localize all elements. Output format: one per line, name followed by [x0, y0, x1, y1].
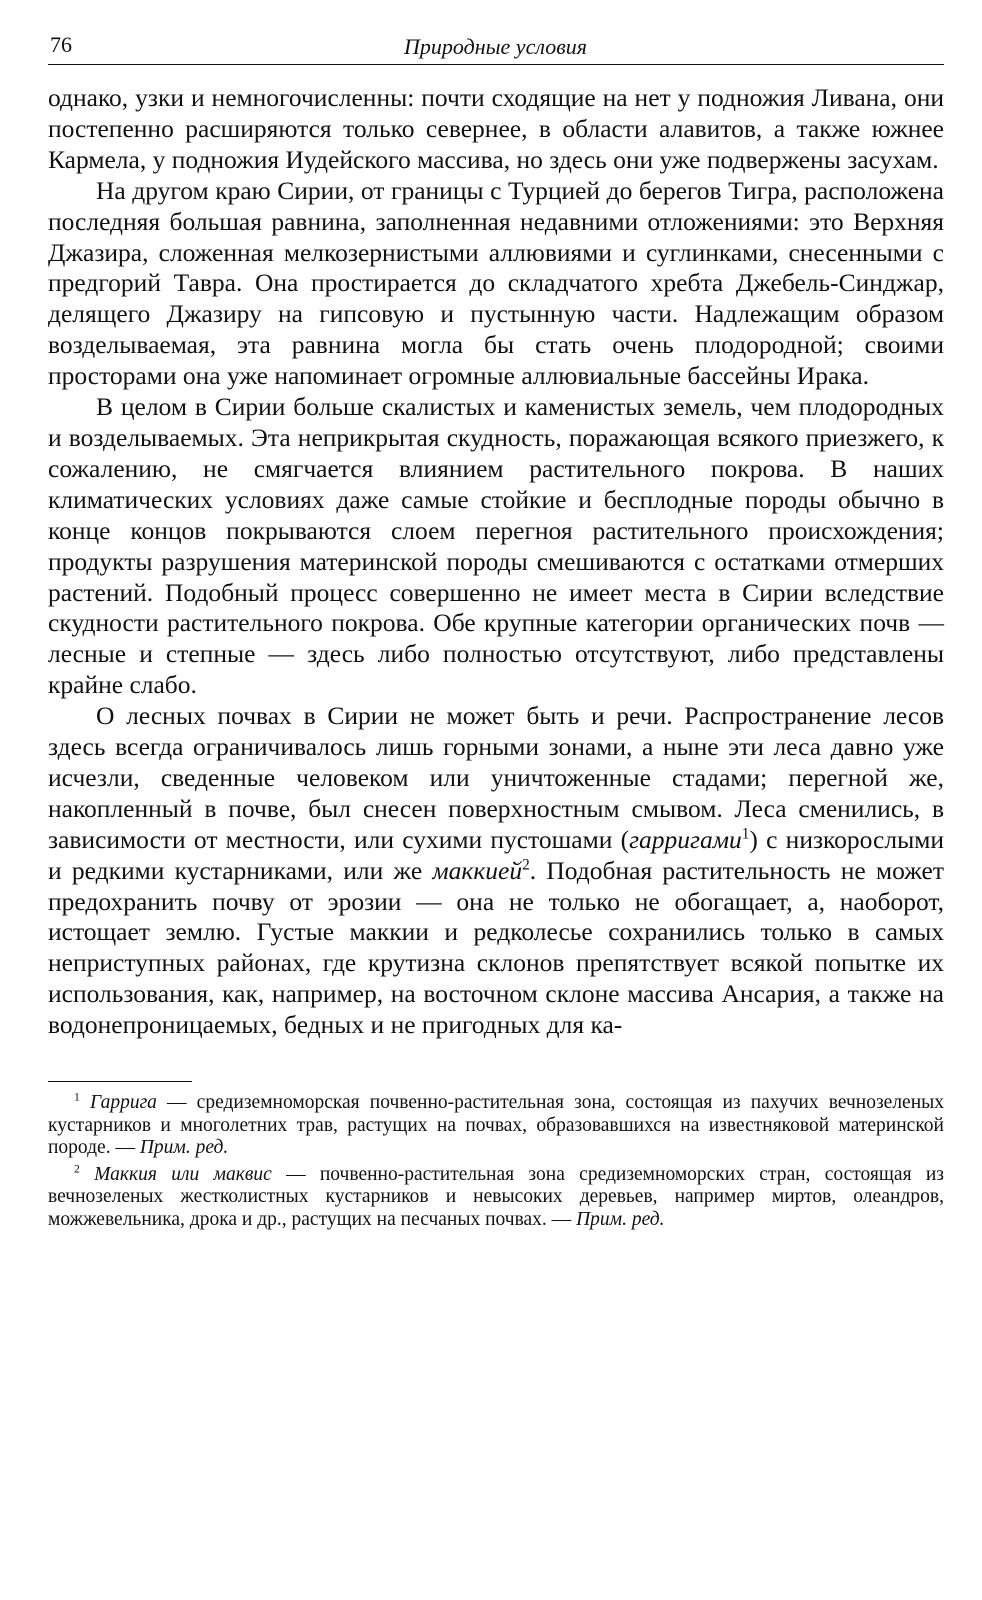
footnote-1 [48, 1092, 944, 1160]
footnote-marker: 2 [74, 1162, 80, 1176]
paragraph-last [48, 701, 944, 1041]
text-run: . Подобная растительность не может предохранить почву от эрозии — она не только не обогащает, а, наоборот, истощает землю. Густые маккии и редколесье сохранились только в самых неприступных районах, где крутизна склонов препятствует всякой попытке их использования, как, например, на восточном склоне массива Ансария, а также на водонепроницаемых, бедных и не пригодных для ка- [48, 855, 944, 1040]
term-garriga: гарригами [629, 824, 742, 854]
editor-note: Прим. ред. [139, 1137, 229, 1159]
footnote-text: — почвенно-растительная зона средиземноморских стран, состоящая из вечнозеленых жестколистных кустарников и невысоких деревьев, например миртов, олеандров, можжевельника, дрока и др., растущих на песчаных почвах. — [48, 1163, 944, 1230]
footnotes [48, 1092, 944, 1231]
footnote-text: — средиземноморская почвенно-растительная зона, состоящая из пахучих вечнозеленых кустарников и многолетних трав, растущих на почвах, образовавшихся на известняковой материнской породе. — [48, 1092, 944, 1159]
editor-note: Прим. ред. [576, 1208, 665, 1230]
footnote-ref-1: 1 [741, 825, 750, 843]
footnote-divider [48, 1081, 192, 1082]
paragraph: В целом в Сирии больше скалистых и каменистых земель, чем плодородных и возделываемых. Эта неприкрытая скудность, поражающая всякого приезжего, к сожалению, не смягчается влиянием растительного покрова. В наших климатических условиях даже самые стойкие и бесплодные породы обычно в конце концов покрываются слоем перегноя растительного происхождения; продукты разрушения материнской породы смешиваются с остатками отмерших растений. Подобный процесс совершенно не имеет места в Сирии вследствие скудности растительного покрова. Обе крупные категории органических почв — лесные и степные — здесь либо полностью отсутствуют, либо представлены крайне слабо. [48, 392, 944, 700]
footnote-term: Маккия или маквис [94, 1163, 272, 1185]
text-run: ) с низкорослыми и редкими кустарниками, или же [48, 824, 944, 885]
page-number: 76 [50, 32, 72, 57]
footnote-term: Гаррига [89, 1092, 157, 1114]
page-header [48, 32, 944, 65]
running-title: Природные условия [404, 34, 587, 59]
footnote-marker: 1 [74, 1090, 80, 1104]
footnote-2 [48, 1164, 944, 1232]
term-makkia: маккией [432, 855, 523, 885]
book-page [48, 32, 944, 1235]
text-run: О лесных почвах в Сирии не может быть и речи. Распространение лесов здесь всегда ограничивалось лишь горными зонами, а ныне эти леса давно уже исчезли, сведенные человеком или уничтоженные стадами; перегной же, накопленный в почве, был снесен поверхностным смывом. Леса сменились, в зависимости от местности, или сухими пустошами ( [48, 701, 944, 854]
paragraph: На другом краю Сирии, от границы с Турцией до берегов Тигра, расположена последняя большая равнина, заполненная недавними отложениями: это Верхняя Джазира, сложенная мелкозернистыми аллювиями и суглинками, снесенными с предгорий Тавра. Она простирается до складчатого хребта Джебель-Синджар, делящего Джазиру на гипсовую и пустынную части. Надлежащим образом возделываемая, эта равнина могла бы стать очень плодородной; своими просторами она уже напоминает огромные аллювиальные бассейны Ирака. [48, 175, 944, 391]
paragraph-continued: однако, узки и немногочисленны: почти сходящие на нет у подножия Ливана, они постепенно расширяются только севернее, в области алавитов, а также южнее Кармела, у подножия Иудейского массива, но здесь они уже подвержены засухам. [48, 83, 944, 174]
footnote-ref-2: 2 [522, 856, 530, 874]
main-text [48, 83, 944, 1041]
